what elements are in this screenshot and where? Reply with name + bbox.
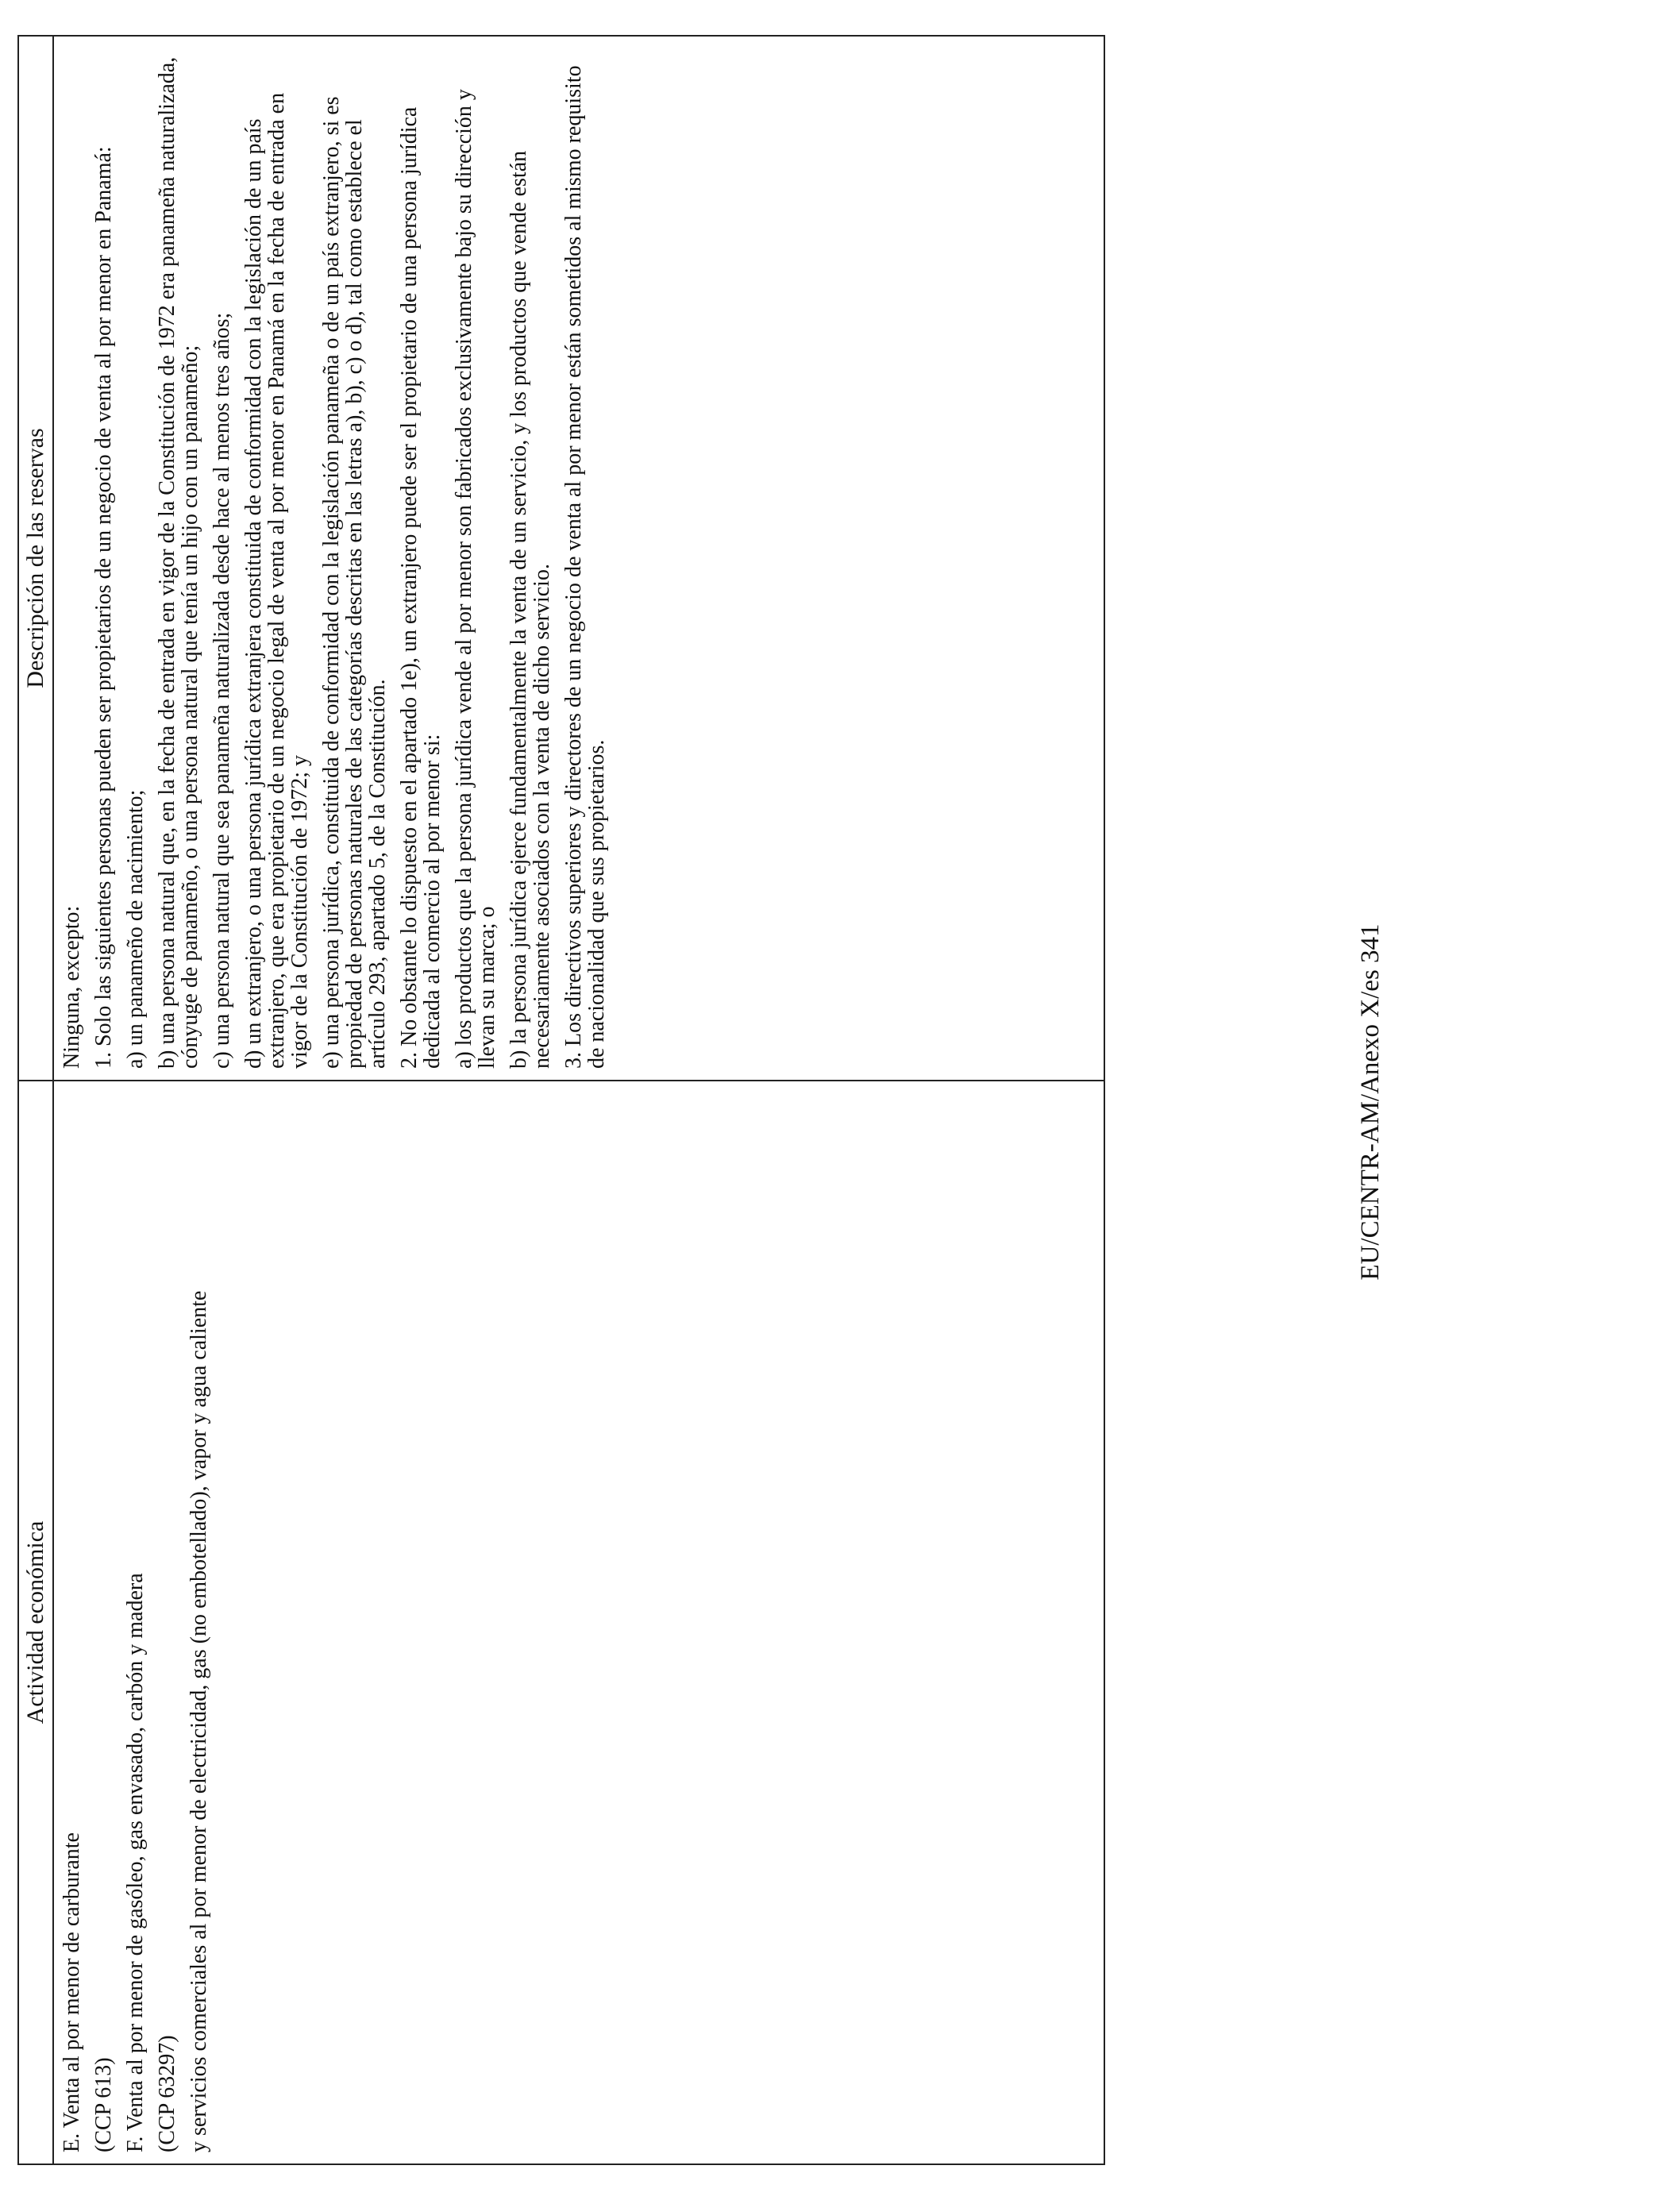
description-paragraph: b) una persona natural que, en la fecha de entrada en vigor de la Constitución de 1972 era panameña naturalizada, cónyuge de panameño, o una persona natural que tenía un hijo con un panameño; [155, 56, 202, 1069]
reservations-table [17, 35, 1105, 2165]
page-footer: EU/CENTR-AM/Anexo X/es 341 [1356, 923, 1385, 1281]
activity-line: E. Venta al por menor de carburante [60, 1832, 84, 2152]
description-paragraph: 2. No obstante lo dispuesto en el apartado 1e), un extranjero puede ser el propietario de una persona jurídica dedicada al comercio al por menor si: [397, 106, 445, 1069]
description-paragraph: 3. Los directivos superiores y directores de un negocio de venta al por menor están sometidos al mismo requisito de nacionalidad que sus propietarios. [561, 65, 609, 1069]
header-actividad: Actividad económica [18, 1081, 53, 2164]
description-paragraph: c) una persona natural que sea panameña naturalizada desde hace al menos tres años; [210, 312, 234, 1069]
description-paragraph: a) un panameño de nacimiento; [123, 789, 148, 1069]
table-row [53, 36, 1104, 2164]
description-paragraph: b) la persona jurídica ejerce fundamentalmente la venta de un servicio, y los productos que vende están necesariamente asociados con la venta de dicho servicio. [507, 150, 554, 1069]
activity-line: y servicios comerciales al por menor de electricidad, gas (no embotellado), vapor y agua caliente [187, 1290, 211, 2152]
description-cell [53, 36, 1104, 1081]
description-paragraph: d) un extranjero, o una persona jurídica extranjera constituida de conformidad con la legislación de un país extranjero, que era propietario de un negocio legal de venta al por menor en Panamá en la fecha de entrada en vigor de la Constitución de 1972; y [241, 92, 312, 1069]
description-paragraph: 1. Solo las siguientes personas pueden ser propietarios de un negocio de venta al por menor en Panamá: [91, 146, 116, 1069]
activity-line: (CCP 613) [91, 2057, 116, 2152]
description-paragraph: a) los productos que la persona jurídica vende al por menor son fabricados exclusivamente bajo su dirección y llevan su marca; o [452, 89, 499, 1069]
description-paragraph: e) una persona jurídica, constituida de conformidad con la legislación panameña o de un país extranjero, si es propiedad de personas naturales de las categorías descritas en las letras a), b), c) o d), tal como establece el artículo 293, apartado 5, de la Constitución. [319, 96, 390, 1069]
header-descripcion: Descripción de las reservas [18, 36, 53, 1081]
activity-cell [53, 1081, 1104, 2164]
table-header-row [18, 36, 53, 2164]
activity-line: (CCP 63297) [155, 2035, 179, 2152]
activity-line: F. Venta al por menor de gasóleo, gas envasado, carbón y madera [123, 1573, 148, 2152]
description-paragraph: Ninguna, excepto: [60, 905, 84, 1069]
